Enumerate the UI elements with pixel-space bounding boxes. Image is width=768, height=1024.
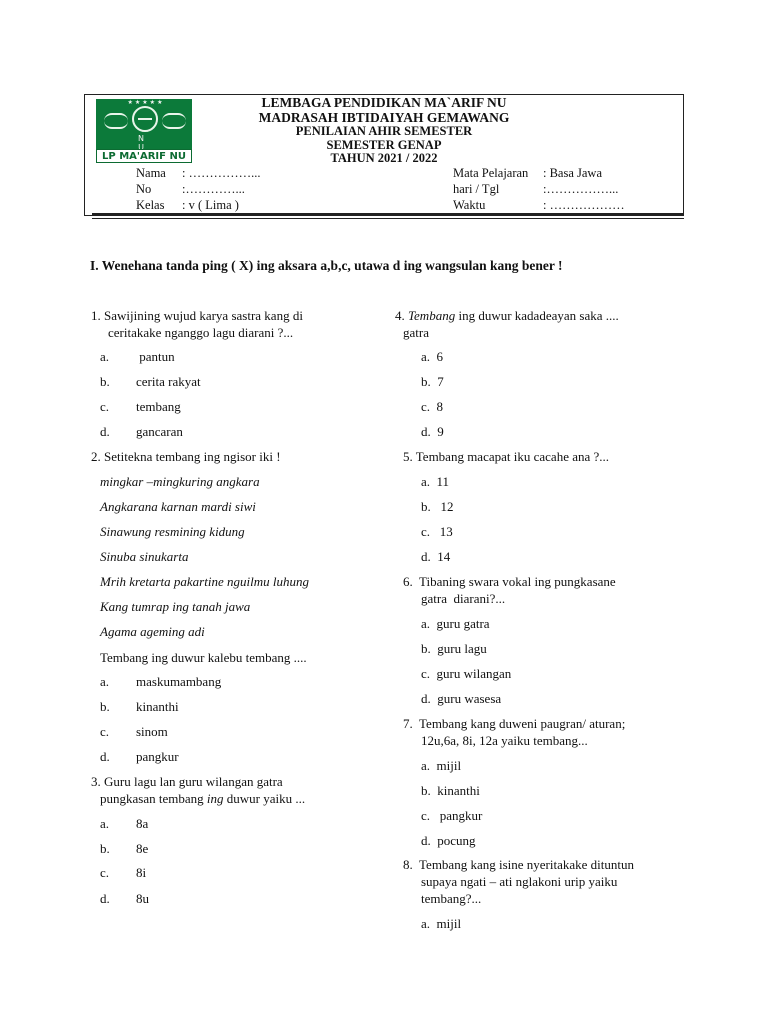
q6-option-a[interactable]: a. guru gatra — [421, 616, 490, 631]
q1-option-b-text[interactable]: cerita rakyat — [136, 374, 201, 389]
q7-text-line2: 12u,6a, 8i, 12a yaiku tembang... — [421, 733, 588, 748]
info-label-hari: hari / Tgl — [453, 182, 500, 196]
logo-nu-letters: N U — [138, 134, 154, 152]
exam-name: PENILAIAN AHIR SEMESTER — [295, 124, 473, 138]
q4-option-a[interactable]: a. 6 — [421, 349, 444, 364]
q3-option-a-text[interactable]: 8a — [136, 816, 149, 831]
q2-question: Tembang ing duwur kalebu tembang .... — [100, 650, 307, 665]
q2-option-d-text[interactable]: pangkur — [136, 749, 179, 764]
q8-text-line3: tembang?... — [421, 891, 482, 906]
q3-option-d-letter[interactable]: d. — [100, 891, 110, 906]
q4-option-b[interactable]: b. 7 — [421, 374, 444, 389]
q1-option-b-letter[interactable]: b. — [100, 374, 110, 389]
q2-poem-line7: Agama ageming adi — [100, 624, 205, 639]
info-value-waktu: : ……………… — [543, 198, 625, 212]
q1-option-c-text[interactable]: tembang — [136, 399, 181, 414]
q2-option-a-letter[interactable]: a. — [100, 674, 110, 689]
q7-option-c[interactable]: c. pangkur — [421, 808, 483, 823]
info-label-nama: Nama — [136, 166, 166, 180]
q5-option-c[interactable]: c. 13 — [421, 524, 453, 539]
q6-option-d[interactable]: d. guru wasesa — [421, 691, 502, 706]
q8-text-line2: supaya ngati – ati nglakoni urip yaiku — [421, 874, 618, 889]
q2-poem-line3: Sinawung resmining kidung — [100, 524, 245, 539]
q7-option-a[interactable]: a. mijil — [421, 758, 462, 773]
q5-option-a[interactable]: a. 11 — [421, 474, 450, 489]
q3-option-c-text[interactable]: 8i — [136, 865, 147, 880]
q2-poem-line2: Angkarana karnan mardi siwi — [100, 499, 256, 514]
q1-option-c-letter[interactable]: c. — [100, 399, 110, 414]
q1-text-line2: ceritakake nganggo lagu diarani ?... — [108, 325, 294, 340]
q3-option-d-text[interactable]: 8u — [136, 891, 149, 906]
q5-option-d[interactable]: d. 14 — [421, 549, 451, 564]
institution-name: LEMBAGA PENDIDIKAN MA`ARIF NU — [261, 95, 507, 110]
logo-caption: LP MA'ARIF NU — [96, 149, 192, 163]
q1-text-line1: 1. Sawijining wujud karya sastra kang di — [91, 308, 303, 323]
info-value-hari: :……………... — [543, 182, 619, 196]
q3-option-a-letter[interactable]: a. — [100, 816, 110, 831]
q1-option-a-text[interactable]: pantun — [136, 349, 175, 364]
q6-text-line2: gatra diarani?... — [421, 591, 506, 606]
q4-text-line2: gatra — [403, 325, 429, 340]
info-value-mapel: : Basa Jawa — [543, 166, 603, 180]
q2-poem-line5: Mrih kretarta pakartine nguilmu luhung — [100, 574, 309, 589]
q3-text-line1: 3. Guru lagu lan guru wilangan gatra — [91, 774, 283, 789]
q6-option-b[interactable]: b. guru lagu — [421, 641, 487, 656]
q2-option-d-letter[interactable]: d. — [100, 749, 110, 764]
academic-year: TAHUN 2021 / 2022 — [330, 151, 438, 165]
q6-text-line1: 6. Tibaning swara vokal ing pungkasane — [403, 574, 616, 589]
school-name: MADRASAH IBTIDAIYAH GEMAWANG — [258, 110, 510, 125]
q2-option-b-text[interactable]: kinanthi — [136, 699, 179, 714]
q8-text-line1: 8. Tembang kang isine nyeritakake dituntun — [403, 857, 634, 872]
q2-option-c-text[interactable]: sinom — [136, 724, 168, 739]
q6-option-c[interactable]: c. guru wilangan — [421, 666, 512, 681]
q5-option-b[interactable]: b. 12 — [421, 499, 454, 514]
logo-stars-icon: ★★★★★ — [127, 99, 165, 106]
info-value-kelas: : v ( Lima ) — [182, 198, 239, 212]
q3-option-b-text[interactable]: 8e — [136, 841, 149, 856]
q1-option-d-text[interactable]: gancaran — [136, 424, 183, 439]
q2-option-c-letter[interactable]: c. — [100, 724, 110, 739]
q8-option-a[interactable]: a. mijil — [421, 916, 462, 931]
q2-option-b-letter[interactable]: b. — [100, 699, 110, 714]
q4-text-line1: 4. Tembang ing duwur kadadeayan saka .... — [395, 308, 619, 323]
info-value-nama: : ……………... — [182, 166, 261, 180]
header-divider-thick — [92, 213, 684, 216]
q4-option-c[interactable]: c. 8 — [421, 399, 444, 414]
q7-option-b[interactable]: b. kinanthi — [421, 783, 480, 798]
instruction: I. Wenehana tanda ping ( X) ing aksara a,b,c, utawa d ing wangsulan kang bener ! — [90, 258, 563, 273]
q7-text-line1: 7. Tembang kang duweni paugran/ aturan; — [403, 716, 626, 731]
info-label-mapel: Mata Pelajaran — [453, 166, 529, 180]
q3-text-line2: pungkasan tembang ing duwur yaiku ... — [100, 791, 306, 806]
semester: SEMESTER GENAP — [326, 138, 442, 152]
q5-text-line1: 5. Tembang macapat iku cacahe ana ?... — [403, 449, 610, 464]
q7-option-d[interactable]: d. pocung — [421, 833, 476, 848]
info-value-no: :…………... — [182, 182, 245, 196]
q2-poem-line4: Sinuba sinukarta — [100, 549, 189, 564]
q2-option-a-text[interactable]: maskumambang — [136, 674, 222, 689]
q2-poem-line1: mingkar –mingkuring angkara — [100, 474, 260, 489]
q2-text-line1: 2. Setitekna tembang ing ngisor iki ! — [91, 449, 281, 464]
q3-option-c-letter[interactable]: c. — [100, 865, 110, 880]
info-label-no: No — [136, 182, 152, 196]
q3-option-b-letter[interactable]: b. — [100, 841, 110, 856]
info-label-kelas: Kelas — [136, 198, 165, 212]
q1-option-a-letter[interactable]: a. — [100, 349, 110, 364]
header-divider-thin — [92, 218, 684, 219]
info-label-waktu: Waktu — [453, 198, 486, 212]
q1-option-d-letter[interactable]: d. — [100, 424, 110, 439]
q4-option-d[interactable]: d. 9 — [421, 424, 444, 439]
q2-poem-line6: Kang tumrap ing tanah jawa — [100, 599, 251, 614]
